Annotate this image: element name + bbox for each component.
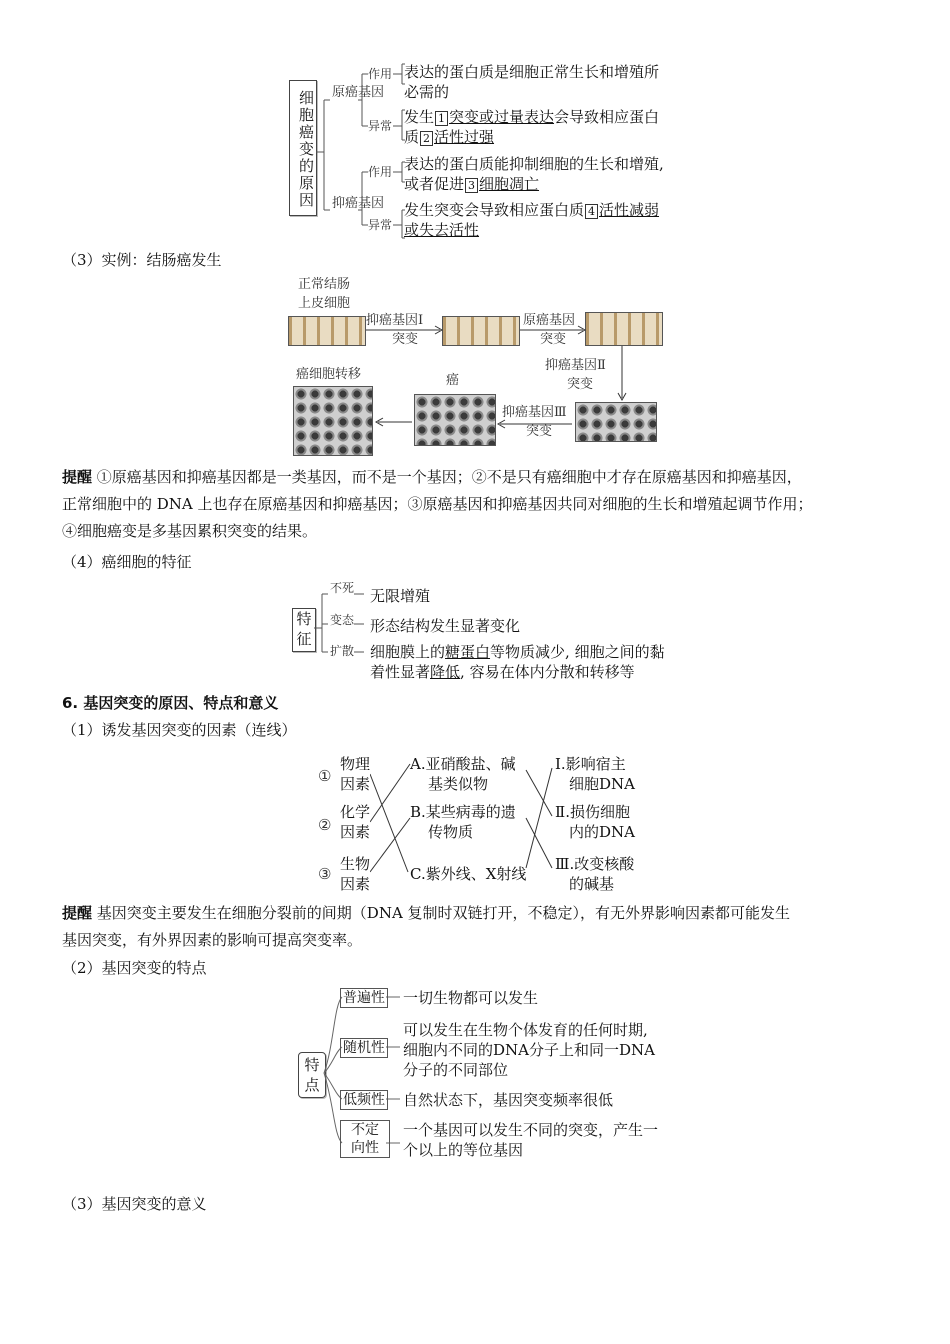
trait1-value: 无限增殖 [370, 587, 431, 605]
feature2-desc-1: 可以发生在生物个体发育的任何时期, [403, 1021, 648, 1039]
proto-role-label: 作用 [368, 67, 393, 81]
left2-num: ② [318, 816, 332, 834]
features-root: 特点 [298, 1052, 326, 1098]
trait3-value-line1: 细胞膜上的糖蛋白等物质减少, 细胞之间的黏 [370, 643, 665, 661]
arrow4-label: 抑癌基因Ⅲ [502, 405, 567, 420]
right1-a: Ⅰ.影响宿主 [555, 755, 626, 773]
suppr-abn-label: 异常 [368, 218, 393, 232]
proto-role-line2: 必需的 [404, 83, 450, 101]
suppr-role-line2: 或者促进 3 细胞凋亡 [404, 175, 540, 193]
normal-cell-label-1: 正常结肠 [298, 277, 351, 292]
section-6-3-title: （3）基因突变的意义 [62, 1195, 207, 1213]
left2-a: 化学 [340, 803, 371, 821]
section-6-2-title: （2）基因突变的特点 [62, 959, 207, 977]
mid1-b: 基类似物 [428, 775, 489, 793]
left1-a: 物理 [340, 755, 371, 773]
left2-b: 因素 [340, 823, 371, 841]
arrow4-mut: 突变 [526, 424, 553, 439]
suppr-role-line1: 表达的蛋白质能抑制细胞的生长和增殖, [404, 155, 664, 173]
normal-cell-label-2: 上皮细胞 [298, 296, 351, 311]
proto-abn-label: 异常 [368, 119, 393, 133]
proto-role-line1: 表达的蛋白质是细胞正常生长和增殖所 [404, 63, 660, 81]
feature3-desc: 自然状态下，基因突变频率很低 [403, 1091, 614, 1109]
arrow1-label: 抑癌基因Ⅰ [366, 313, 424, 328]
arrow2-mut: 突变 [540, 332, 567, 347]
traits-root: 特征 [292, 608, 316, 652]
left1-num: ① [318, 767, 332, 785]
cancer-cause-root: 细胞癌变的原因 [289, 80, 317, 216]
arrow1-mut: 突变 [392, 332, 419, 347]
feature-universal: 普遍性 [340, 988, 388, 1008]
proto-abn-line2: 质 2 活性过强 [404, 128, 495, 146]
metastasis-label: 癌细胞转移 [296, 367, 362, 382]
match-lines [370, 760, 560, 880]
section-4-title: （4）癌细胞的特征 [62, 553, 192, 571]
feature1-desc: 一切生物都可以发生 [403, 989, 539, 1007]
feature-low-frequency: 低频性 [340, 1090, 388, 1110]
feature2-desc-3: 分子的不同部位 [403, 1061, 509, 1079]
arrow2-label: 原癌基因 [523, 313, 576, 328]
suppr-role-label: 作用 [368, 165, 393, 179]
left3-b: 因素 [340, 875, 371, 893]
right1-b: 细胞DNA [569, 775, 635, 793]
trait3-value-line2: 着性显著降低, 容易在体内分散和转移等 [370, 663, 635, 681]
normal-epithelium-image [288, 316, 366, 346]
right2-a: Ⅱ.损伤细胞 [555, 803, 630, 821]
suppr-abn-line1: 发生突变会导致相应蛋白质 4 活性减弱 [404, 201, 660, 219]
left3-a: 生物 [340, 855, 371, 873]
mid3-a: C.紫外线、X射线 [410, 865, 527, 883]
suppr-abn-line2: 或失去活性 [404, 221, 480, 239]
section-6-heading: 6. 基因突变的原因、特点和意义 [62, 694, 279, 712]
mid2-a: B.某些病毒的遗 [410, 803, 516, 821]
feature-undirected: 不定 向性 [340, 1120, 390, 1158]
tip1: 提醒 ①原癌基因和抑癌基因都是一类基因，而不是一个基因；②不是只有癌细胞中才存在原癌基因和抑癌基因， 正常细胞中的 DNA 上也存在原癌基因和抑癌基因；③原癌基因和抑癌基因共同对细胞的生长和增殖起调节作用； ④细胞癌变是多基因累积突变的结果。 [62, 468, 813, 540]
right3-b: 的碱基 [569, 875, 615, 893]
right3-a: Ⅲ.改变核酸 [555, 855, 635, 873]
trait2-value: 形态结构发生显著变化 [370, 617, 521, 635]
cancer-label: 癌 [446, 373, 460, 388]
left3-num: ③ [318, 865, 332, 883]
trait2-key: 变态 [330, 613, 355, 627]
section-6-1-title: （1）诱发基因突变的因素（连线） [62, 721, 297, 739]
proto-abn-line1: 发生 1 突变或过量表达会导致相应蛋白 [404, 108, 660, 126]
mid2-b: 传物质 [428, 823, 474, 841]
feature2-desc-2: 细胞内不同的DNA分子上和同一DNA [403, 1041, 655, 1059]
suppressor-gene-label: 抑癌基因 [332, 196, 385, 211]
right2-b: 内的DNA [569, 823, 635, 841]
left1-b: 因素 [340, 775, 371, 793]
arrow3-label: 抑癌基因Ⅱ [545, 358, 606, 373]
proto-gene-label: 原癌基因 [332, 85, 385, 100]
tip2: 提醒 基因突变主要发生在细胞分裂前的间期（DNA 复制时双链打开，不稳定），有无外界影响因素都可能发生 基因突变，有外界因素的影响可提高突变率。 [62, 904, 791, 949]
feature4-desc-2: 个以上的等位基因 [403, 1141, 524, 1159]
trait1-key: 不死 [330, 581, 355, 595]
feature-random: 随机性 [340, 1038, 388, 1058]
feature4-desc-1: 一个基因可以发生不同的突变，产生一 [403, 1121, 659, 1139]
arrow3-mut: 突变 [567, 377, 594, 392]
section-3-title: （3）实例：结肠癌发生 [62, 251, 222, 269]
trait3-key: 扩散 [330, 644, 355, 658]
mid1-a: A.亚硝酸盐、碱 [410, 755, 516, 773]
